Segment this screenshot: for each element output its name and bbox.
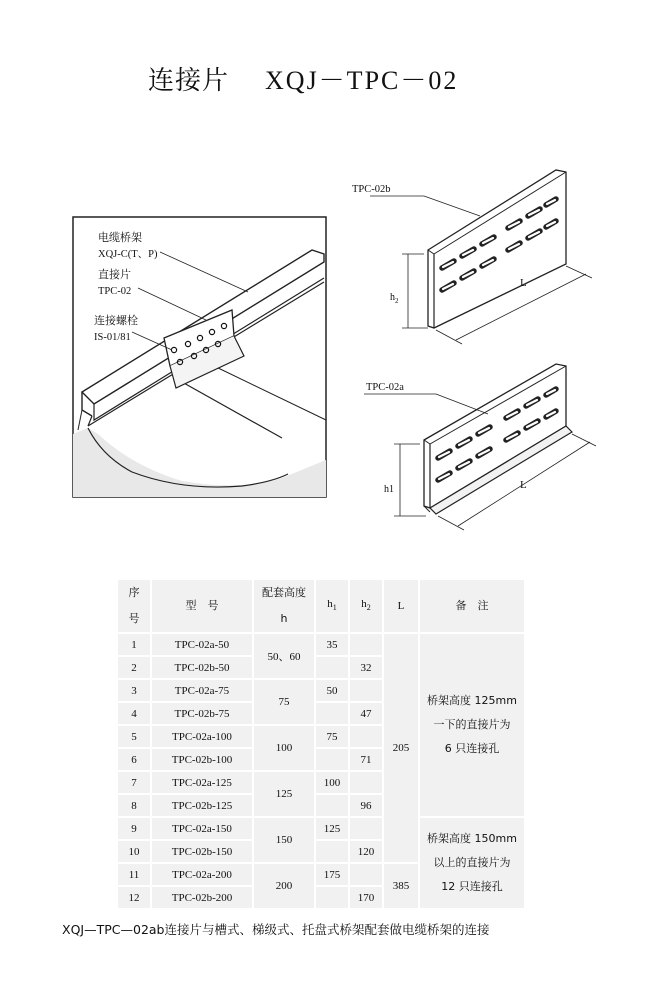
label-tray-cn: 电缆桥架 xyxy=(98,231,142,244)
cell-model: TPC-02a-125 xyxy=(151,771,253,794)
cell-no: 10 xyxy=(117,840,151,863)
cell-h1 xyxy=(315,840,349,863)
cell-model: TPC-02a-150 xyxy=(151,817,253,840)
plate-b-length-label: L xyxy=(520,277,527,289)
page-title xyxy=(148,60,458,97)
assembly-illustration xyxy=(72,216,328,500)
cell-h2 xyxy=(349,817,383,840)
cell-h1 xyxy=(315,656,349,679)
title-name: 连接片 xyxy=(148,66,230,96)
cell-model: TPC-02b-75 xyxy=(151,702,253,725)
cell-no: 4 xyxy=(117,702,151,725)
header-h1: $h_1$ xyxy=(315,579,349,633)
cell-height: 75 xyxy=(253,679,315,725)
cell-h1: 100 xyxy=(315,771,349,794)
cell-h1: 75 xyxy=(315,725,349,748)
cell-h1: 175 xyxy=(315,863,349,886)
label-tray-code: XQJ-C(T、P) xyxy=(98,249,158,260)
cell-h1 xyxy=(315,794,349,817)
cell-model: TPC-02a-100 xyxy=(151,725,253,748)
cell-h1: 50 xyxy=(315,679,349,702)
label-plate-cn: 直接片 xyxy=(98,268,131,281)
cell-no: 9 xyxy=(117,817,151,840)
cell-no: 7 xyxy=(117,771,151,794)
plate-a-illustration xyxy=(350,370,610,540)
cell-h2: 120 xyxy=(349,840,383,863)
cell-model: TPC-02b-50 xyxy=(151,656,253,679)
label-bolt-cn: 连接螺栓 xyxy=(94,314,138,327)
plate-a-height-label: h1 xyxy=(384,484,394,495)
title-code: XQJ－TPC－02 xyxy=(265,66,459,95)
cell-model: TPC-02b-200 xyxy=(151,886,253,909)
cell-L: 385 xyxy=(383,863,419,909)
table-row xyxy=(117,633,525,656)
cell-no: 2 xyxy=(117,656,151,679)
cell-height: 150 xyxy=(253,817,315,863)
spec-table xyxy=(116,578,526,910)
cell-no: 1 xyxy=(117,633,151,656)
label-bolt-code: IS-01/81 xyxy=(94,332,131,343)
cell-h1 xyxy=(315,748,349,771)
plate-a-length-label: L xyxy=(520,479,527,491)
plate-b-illustration xyxy=(350,178,610,348)
cell-h1: 35 xyxy=(315,633,349,656)
cell-h2: 170 xyxy=(349,886,383,909)
cell-no: 8 xyxy=(117,794,151,817)
cell-model: TPC-02a-200 xyxy=(151,863,253,886)
plate-b-height-label: $h_2$ xyxy=(390,292,399,305)
label-plate-code: TPC-02 xyxy=(98,286,132,297)
header-seq: 序 号 xyxy=(117,579,151,633)
cell-height: 50、60 xyxy=(253,633,315,679)
cell-h1 xyxy=(315,886,349,909)
cell-h1 xyxy=(315,702,349,725)
cell-no: 5 xyxy=(117,725,151,748)
cell-remark-2: 桥架高度 150mm 以上的直接片为 12 只连接孔 xyxy=(419,817,525,909)
plate-a-label: TPC-02a xyxy=(366,382,404,393)
cell-h2 xyxy=(349,863,383,886)
header-height: 配套高度 h xyxy=(253,579,315,633)
cell-h2 xyxy=(349,679,383,702)
header-remark: 备 注 xyxy=(419,579,525,633)
cell-h1: 125 xyxy=(315,817,349,840)
cell-h2: 32 xyxy=(349,656,383,679)
cell-no: 12 xyxy=(117,886,151,909)
cell-model: TPC-02b-100 xyxy=(151,748,253,771)
cell-model: TPC-02b-125 xyxy=(151,794,253,817)
cell-height: 200 xyxy=(253,863,315,909)
header-L: L xyxy=(383,579,419,633)
cell-h2: 96 xyxy=(349,794,383,817)
header-h2: $h_2$ xyxy=(349,579,383,633)
header-model: 型 号 xyxy=(151,579,253,633)
cell-h2: 71 xyxy=(349,748,383,771)
cell-no: 6 xyxy=(117,748,151,771)
cell-model: TPC-02b-150 xyxy=(151,840,253,863)
cell-model: TPC-02a-75 xyxy=(151,679,253,702)
caption: XQJ—TPC—02ab连接片与槽式、梯级式、托盘式桥架配套做电缆桥架的连接 xyxy=(62,922,490,937)
cell-remark-1: 桥架高度 125mm 一下的直接片为 6 只连接孔 xyxy=(419,633,525,817)
cell-h2: 47 xyxy=(349,702,383,725)
cell-h2 xyxy=(349,725,383,748)
cell-model: TPC-02a-50 xyxy=(151,633,253,656)
table-header-row xyxy=(117,579,525,633)
cell-no: 3 xyxy=(117,679,151,702)
cell-height: 125 xyxy=(253,771,315,817)
cell-L: 205 xyxy=(383,633,419,863)
cell-h2 xyxy=(349,633,383,656)
table-row xyxy=(117,817,525,840)
cell-no: 11 xyxy=(117,863,151,886)
plate-b-label: TPC-02b xyxy=(352,184,391,195)
cell-h2 xyxy=(349,771,383,794)
cell-height: 100 xyxy=(253,725,315,771)
